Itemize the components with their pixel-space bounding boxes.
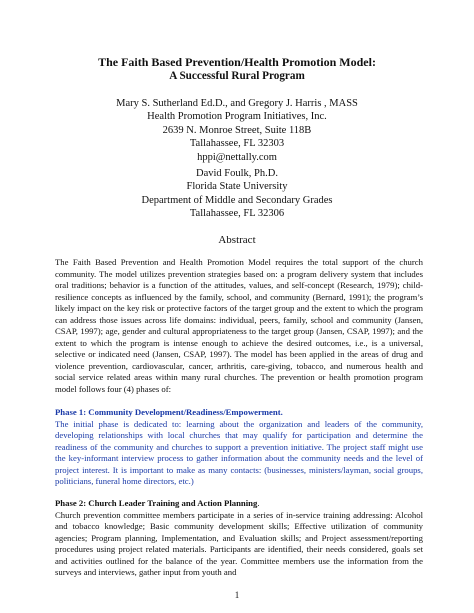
phase-1-heading: Phase 1: Community Development/Readiness/Empowerment. [55, 407, 283, 417]
phase-2-heading-wrap [55, 498, 423, 510]
abstract-heading: Abstract [218, 234, 256, 246]
phase-2-heading: Phase 2: Church Leader Training and Action Planning [55, 498, 258, 508]
phase-1-section [55, 407, 423, 488]
phase-2-text: Church prevention committee members participate in a series of in-service training addressing: Alcohol and tobacco knowledge; Basic community development skills; Effective utilization of community agencies; Program planning, Implementation, and Evaluation skills; and Project assessment/reporting procedures using project related materials. Participants are identified, their needs considered, goals set and activities outlined for the balance of the year. Committee members use the information from the surveys and interviews, gather input from youth and [55, 509, 423, 577]
author-block-2 [0, 167, 474, 221]
title-line-1: The Faith Based Prevention/Health Promotion Model: [98, 55, 376, 69]
phase-2-section [55, 498, 423, 579]
author-organization: Health Promotion Program Initiatives, Inc. [147, 111, 327, 123]
author2-department: Department of Middle and Secondary Grades [141, 194, 333, 206]
author2-city: Tallahassee, FL 32306 [189, 208, 285, 220]
author-city: Tallahassee, FL 32303 [189, 138, 285, 150]
author-email: hppi@nettally.com [197, 151, 277, 163]
phase-2-heading-suffix: . [257, 498, 260, 508]
phase-1-text: The initial phase is dedicated to: learning about the organization and leaders of the community, developing relationships with local churches that may qualify for participation and determine the readiness of the community and churches to support a prevention initiative. The project staff might use the key-informant interview process to gather information about the community needs and the level of project interest. It is important to make as many contacts: (businesses, ministers/layman, social groups, politicians, funeral home directors, etc.) [55, 418, 423, 486]
page-number: 1 [234, 590, 240, 600]
author2-name: David Foulk, Ph.D. [196, 168, 278, 179]
abstract-text: The Faith Based Prevention and Health Promotion Model requires the total support of the church community. The model utilizes prevention strategies based on: a program delivery system that includes oral traditions; behavior is a function of the attitudes, values, and self-concept (Research, 1979); child-resilience concepts as influenced by the family, school, and community (Bernard, 1991); the program’s likely impact on the key risk or protective factors of the target group and the extent to which the program can address those issues across life domains: individual, peers, family, school and community (Jansen, CSAP, 1997); age, gender and cultural appropriateness to the target group (Jansen, CSAP, 1997); and the extent to which the program is intense enough to achieve the desired outcomes, i.e., is a universal, selective or indicated need (Jansen, CSAP, 1997). The model has been applied in the areas of drug and violence prevention, cardiovascular, cancer, arthritis, care-giving, tobacco, and numerous health and social service related areas within many rural churches. The prevention or health promotion program model follows four (4) phases of: [55, 257, 423, 394]
author-names: Mary S. Sutherland Ed.D., and Gregory J. Harris , MASS [116, 98, 358, 109]
paper-title [0, 55, 474, 83]
author-block-1 [0, 97, 474, 164]
author-street: 2639 N. Monroe Street, Suite 118B [162, 124, 312, 136]
author2-university: Florida State University [186, 181, 288, 193]
title-line-2: A Successful Rural Program [169, 70, 305, 82]
